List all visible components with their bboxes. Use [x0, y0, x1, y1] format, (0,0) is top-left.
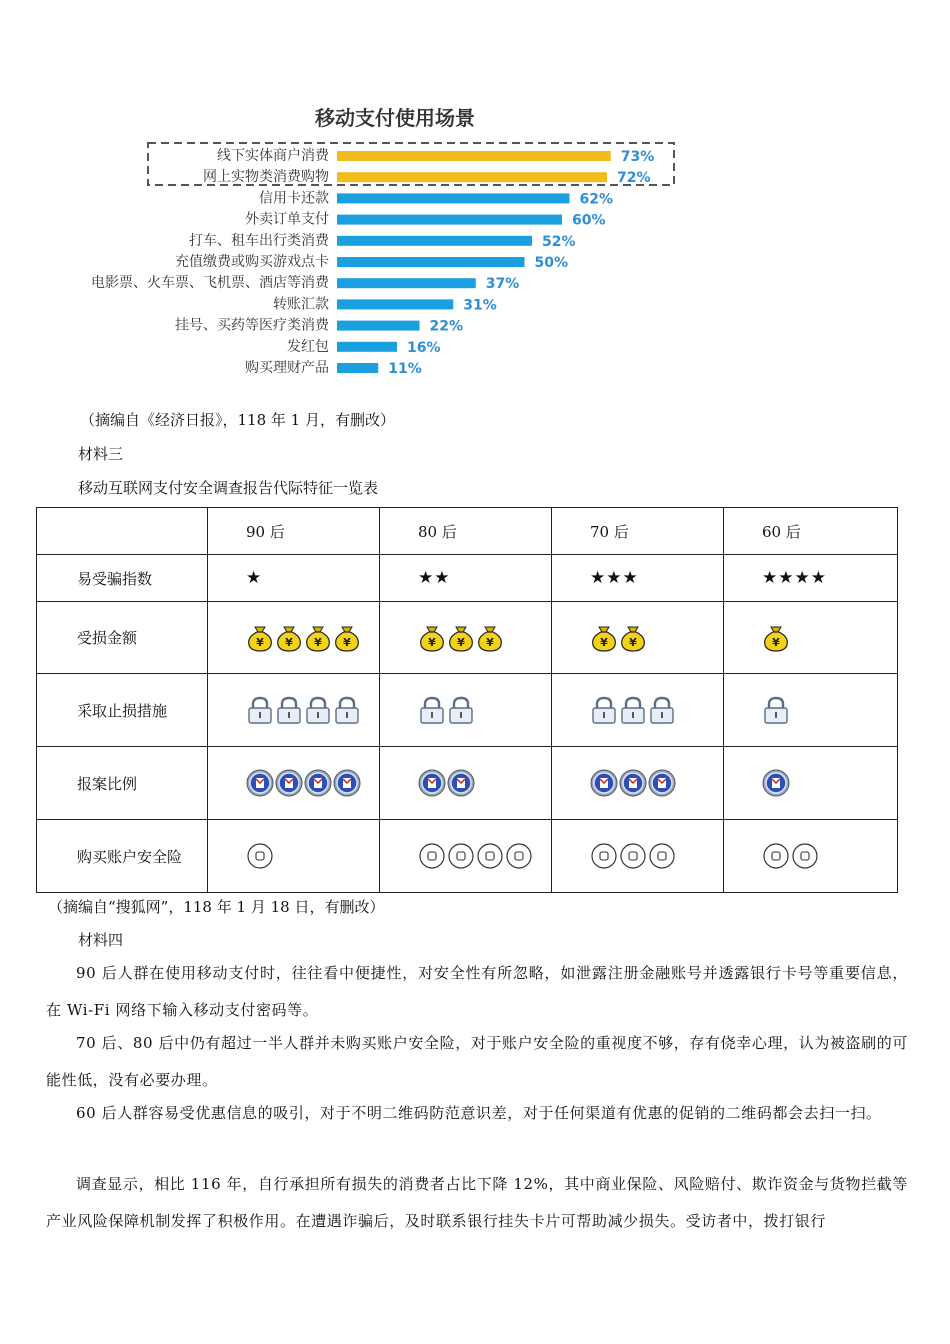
icon-group [590, 695, 723, 725]
lock-icon [619, 695, 647, 725]
svg-text:¥: ¥ [343, 635, 351, 649]
category-label: 发红包 [287, 338, 329, 355]
icon-group [418, 695, 551, 725]
bar [337, 193, 570, 203]
shield-coin-icon [791, 841, 819, 871]
value-label: 16% [407, 339, 441, 356]
shield-coin-icon [590, 841, 618, 871]
value-label: 22% [429, 318, 464, 335]
rating-cell [552, 820, 724, 893]
shield-coin-icon [505, 841, 533, 871]
table-row [37, 674, 898, 747]
police-badge-icon [590, 768, 618, 798]
table-header-row [37, 508, 898, 555]
money-bag-icon [333, 623, 361, 653]
icon-group [246, 623, 379, 653]
value-label: 52% [542, 233, 576, 250]
rating-cell [724, 747, 898, 820]
shield-coin-icon [476, 841, 504, 871]
svg-text:¥: ¥ [285, 635, 293, 649]
shield-coin-icon [447, 841, 475, 871]
shield-coin-icon [648, 841, 676, 871]
shield-coin-icon [418, 841, 446, 871]
star-rating: ★★★★ [762, 568, 827, 588]
table-source: （摘编自“搜狐网”，118 年 1 月 18 日，有删改） [48, 898, 385, 916]
police-badge-icon [246, 768, 274, 798]
svg-text:¥: ¥ [314, 635, 322, 649]
column-header: 80 后 [380, 508, 552, 555]
icon-group [418, 841, 551, 871]
money-bag-icon [246, 623, 274, 653]
table-row [37, 602, 898, 674]
icon-group [762, 768, 897, 798]
bar [337, 363, 378, 373]
star-rating: ★★ [418, 568, 451, 588]
paragraph-2: 70 后、80 后中仍有超过一半人群并未购买账户安全险，对于账户安全险的重视度不够，存有侥幸心理，认为被盗刷的可能性低，没有必要办理。 [46, 1034, 908, 1089]
row-label: 采取止损措施 [37, 674, 208, 747]
category-label: 信用卡还款 [259, 190, 329, 207]
money-bag-icon [447, 623, 475, 653]
rating-cell [552, 602, 724, 674]
bar [337, 151, 611, 161]
value-label: 62% [579, 191, 614, 208]
column-header: 60 后 [724, 508, 898, 555]
table-title: 移动互联网支付安全调查报告代际特征一览表 [78, 479, 379, 497]
icon-group [246, 768, 379, 798]
money-bag-icon [275, 623, 303, 653]
icon-group [762, 695, 897, 725]
rating-cell [724, 820, 898, 893]
icon-group [590, 623, 723, 653]
money-bag-icon [418, 623, 446, 653]
row-label: 购买账户安全险 [37, 820, 208, 893]
bar [337, 215, 562, 225]
category-label: 电影票、火车票、飞机票、酒店等消费 [91, 275, 329, 292]
rating-cell [208, 747, 380, 820]
category-label: 打车、租车出行类消费 [189, 232, 329, 249]
lock-icon [246, 695, 274, 725]
value-label: 31% [463, 297, 497, 314]
category-label: 充值缴费或购买游戏点卡 [175, 254, 329, 270]
shield-coin-icon [619, 841, 647, 871]
rating-cell [552, 674, 724, 747]
rating-cell [208, 674, 380, 747]
bar [337, 278, 476, 288]
money-bag-icon [619, 623, 647, 653]
police-badge-icon [304, 768, 332, 798]
icon-group [762, 841, 897, 871]
lock-icon [333, 695, 361, 725]
police-badge-icon [418, 768, 446, 798]
table-row [37, 747, 898, 820]
category-label: 挂号、买药等医疗类消费 [175, 317, 329, 334]
icon-group [590, 768, 723, 798]
row-label: 易受骗指数 [37, 555, 208, 602]
rating-cell [208, 602, 380, 674]
rating-cell [208, 820, 380, 893]
icon-group [762, 623, 897, 653]
value-label: 73% [620, 149, 655, 165]
rating-cell [380, 555, 552, 602]
chart-source: （摘编自《经济日报》，118 年 1 月，有删改） [80, 411, 395, 429]
police-badge-icon [648, 768, 676, 798]
category-label: 转账汇款 [273, 296, 329, 313]
lock-icon [304, 695, 332, 725]
rating-cell [552, 747, 724, 820]
value-label: 50% [534, 255, 569, 271]
row-label: 受损金额 [37, 602, 208, 674]
money-bag-icon [590, 623, 618, 653]
rating-cell [552, 555, 724, 602]
rating-cell [724, 602, 898, 674]
svg-text:¥: ¥ [600, 635, 608, 649]
rating-cell [380, 602, 552, 674]
mobile-payment-scenarios-chart [40, 95, 720, 385]
bar [337, 257, 525, 267]
column-header: 70 后 [552, 508, 724, 555]
shield-coin-icon [246, 841, 274, 871]
bar [337, 172, 607, 182]
chart-title: 移动支付使用场景 [315, 106, 475, 130]
rating-cell [724, 674, 898, 747]
paragraph-3: 60 后人群容易受优惠信息的吸引，对于不明二维码防范意识差，对于任何渠道有优惠的促销的二维码都会去扫一扫。 [76, 1104, 882, 1122]
category-label: 外卖订单支付 [245, 211, 329, 228]
bar [337, 342, 397, 352]
value-label: 11% [388, 361, 422, 377]
icon-group [246, 841, 379, 871]
rating-cell [208, 555, 380, 602]
table-corner-cell [37, 508, 208, 555]
paragraph-1: 90 后人群在使用移动支付时，往往看中便捷性，对安全性有所忽略，如泄露注册金融账号并透露银行卡号等重要信息，在 Wi-Fi 网络下输入移动支付密码等。 [46, 964, 908, 1019]
lock-icon [648, 695, 676, 725]
police-badge-icon [447, 768, 475, 798]
material-three-label: 材料三 [78, 445, 124, 463]
svg-text:¥: ¥ [772, 635, 780, 649]
table-row [37, 555, 898, 602]
row-label: 报案比例 [37, 747, 208, 820]
bar [337, 299, 453, 309]
paragraph-4: 调查显示，相比 116 年，自行承担所有损失的消费者占比下降 12%，其中商业保险、风险赔付、欺诈资金与货物拦截等产业风险保障机制发挥了积极作用。在遭遇诈骗后，及时联系银行挂失卡片可帮助减少损失。受访者中，拨打银行 [46, 1175, 908, 1230]
icon-group [418, 623, 551, 653]
rating-cell [380, 674, 552, 747]
svg-text:¥: ¥ [256, 635, 264, 649]
icon-group [246, 695, 379, 725]
lock-icon [762, 695, 790, 725]
icon-group [418, 768, 551, 798]
shield-coin-icon [762, 841, 790, 871]
column-header: 90 后 [208, 508, 380, 555]
bar [337, 321, 420, 331]
category-label: 网上实物类消费购物 [203, 169, 329, 186]
rating-cell [380, 820, 552, 893]
police-badge-icon [275, 768, 303, 798]
svg-text:¥: ¥ [428, 635, 436, 649]
svg-text:¥: ¥ [457, 635, 465, 649]
rating-cell [724, 555, 898, 602]
category-label: 线下实体商户消费 [217, 148, 329, 164]
svg-text:¥: ¥ [486, 635, 494, 649]
value-label: 60% [572, 212, 606, 229]
lock-icon [275, 695, 303, 725]
svg-text:¥: ¥ [629, 635, 637, 649]
icon-group [590, 841, 723, 871]
money-bag-icon [304, 623, 332, 653]
police-badge-icon [762, 768, 790, 798]
money-bag-icon [762, 623, 790, 653]
rating-cell [380, 747, 552, 820]
value-label: 37% [485, 276, 520, 293]
value-label: 72% [617, 170, 651, 187]
star-rating: ★ [246, 568, 263, 588]
lock-icon [418, 695, 446, 725]
bar [337, 236, 532, 246]
bar-group [91, 147, 654, 377]
police-badge-icon [619, 768, 647, 798]
generation-feature-table [36, 507, 898, 893]
star-rating: ★★★ [590, 568, 639, 588]
lock-icon [590, 695, 618, 725]
police-badge-icon [333, 768, 361, 798]
table-row [37, 820, 898, 893]
category-label: 购买理财产品 [245, 360, 329, 376]
lock-icon [447, 695, 475, 725]
material-four-label: 材料四 [78, 931, 124, 949]
money-bag-icon [476, 623, 504, 653]
